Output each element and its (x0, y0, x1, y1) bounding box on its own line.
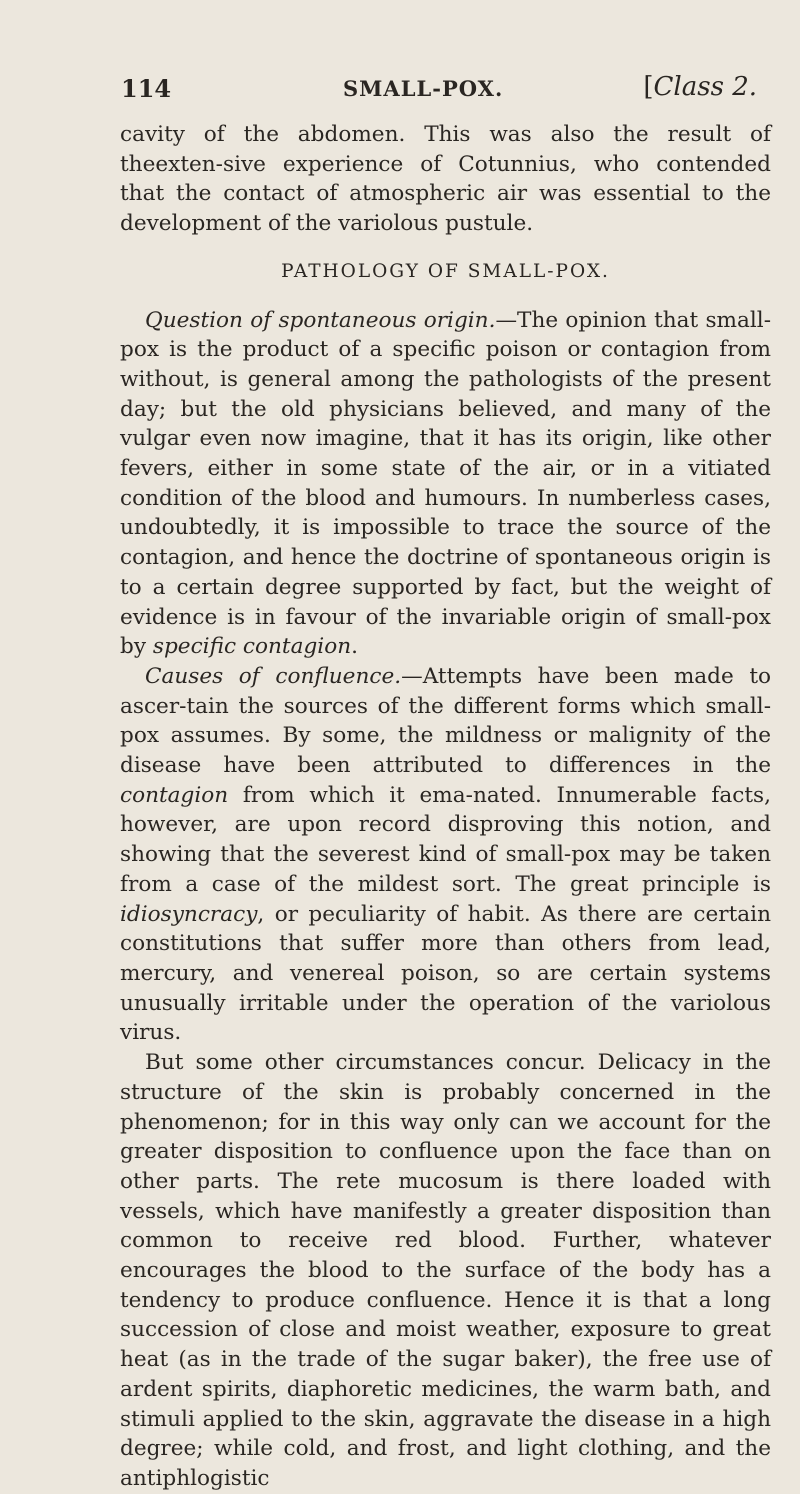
page-header (121, 74, 760, 114)
paragraph-causes-of-confluence (120, 662, 771, 1048)
paragraph-other-circumstances: But some other circumstances concur. Delicacy in the structure of the skin is probably concerned in the phenomenon; for in this way only can we account for the greater disposition to confluence upon the face than on other parts. The rete mucosum is there loaded with vessels, which have manifestly a greater disposition than common to receive red blood. Further, whatever encourages the blood to the surface of the body has a tendency to produce confluence. Hence it is that a long succession of close and moist weather, exposure to great heat (as in the trade of the sugar baker), the free use of ardent spirits, diaphoretic medicines, the warm bath, and stimuli applied to the skin, aggravate the disease in a high degree; while cold, and frost, and light clothing, and the antiphlogistic (120, 1050, 771, 1491)
page-body (120, 120, 771, 1494)
paragraph-spontaneous-origin (120, 306, 771, 662)
class-label (643, 72, 757, 102)
class-label-text: Class 2. (653, 72, 757, 102)
paragraph-text: from which it ema-nated. Innumerable facts, however, are upon record disproving this notion, and showing that the severest kind of small-pox may be taken from a case of the mildest sort. The great principle is (120, 782, 771, 897)
paragraph-text: . (351, 634, 359, 660)
emphasis-text: contagion (120, 782, 229, 808)
emphasis-text: idiosyncracy (120, 901, 258, 927)
paragraph-text: , or peculiarity of habit. As there are certain constitutions that suffer more than others from lead, mercury, and venereal poison, so are certain systems unusually irritable under the operation of the variolous virus. (120, 901, 771, 1046)
paragraph-text: —The opinion that small-pox is the product of a specific poison or contagion from without, is general among the pathologists of the present day; but the old physicians believed, and many of the vulgar even now imagine, that it has its origin, like other fevers, either in some state of the air, or in a vitiated condition of the blood and humours. In numberless cases, undoubtedly, it is impossible to trace the source of the contagion, and hence the doctrine of spontaneous origin is to a certain degree supported by fact, but the weight of evidence is in favour of the invariable origin of small-pox by (120, 307, 771, 660)
paragraph-text: —Attempts have been made to ascer-tain the sources of the different forms which small-pox assumes. By some, the mildness or malignity of the disease have been attributed to differences in the (120, 663, 771, 779)
class-bracket: [ (643, 72, 654, 102)
paragraph-lead: Question of spontaneous origin. (145, 307, 496, 333)
emphasis-text: specific contagion (152, 634, 352, 660)
paragraph-lead: Causes of confluence. (145, 663, 402, 689)
section-heading: PATHOLOGY OF SMALL-POX. (281, 260, 610, 282)
intro-paragraph: cavity of the abdomen. This was also the result of theexten-sive experience of Cotunnius, who contended that the contact of atmospheric air was essential to the development of the variolous pustule. (120, 122, 771, 237)
page-number: 114 (121, 74, 172, 103)
running-title: SMALL-POX. (343, 76, 504, 101)
